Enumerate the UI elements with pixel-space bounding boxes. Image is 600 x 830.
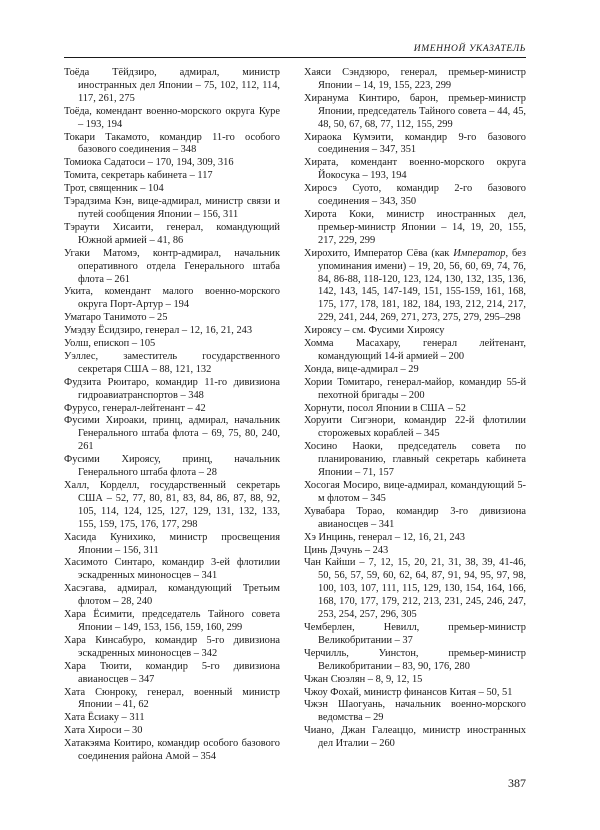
index-entry: Тоёда, комендант военно-морского округа Куре – 193, 194 — [64, 105, 280, 130]
index-entry: Хасида Кунихико, министр просвещения Японии – 156, 311 — [64, 531, 280, 556]
index-entry: Халл, Корделл, государственный секретарь США – 52, 77, 80, 81, 83, 84, 86, 87, 88, 92, 105, 114, 124, 125, 127, 129, 131, 132, 133, 155, 159, 175, 176, 177, 298 — [64, 480, 280, 530]
index-entry: Хатакэяма Коитиро, командир особого базового соединения района Амой – 354 — [64, 738, 280, 763]
index-entry: Фусими Хироаки, принц, адмирал, начальник Генерального штаба флота – 69, 75, 80, 240, 261 — [64, 415, 280, 453]
index-entry: Хироясу – см. Фусими Хироясу — [304, 325, 445, 337]
index-entry: Хаяси Сэндзюро, генерал, премьер-министр Японии – 14, 19, 155, 223, 299 — [304, 67, 526, 91]
index-entry: Умэдзу Ёсидзиро, генерал – 12, 16, 21, 243 — [64, 325, 253, 337]
index-entry: Хара Кинсабуро, командир 5-го дивизиона эскадренных миноносцев – 342 — [64, 634, 280, 659]
index-entry: Хата Сюнроку, генерал, военный министр Японии – 41, 62 — [64, 686, 280, 711]
index-entry: Чиано, Джан Галеаццо, министр иностранных дел Италии – 260 — [304, 725, 526, 750]
index-entry: Хэ Инцинь, генерал – 12, 16, 21, 243 — [304, 531, 465, 543]
index-entry: Укита, комендант малого военно-морского округа Порт-Артур – 194 — [64, 286, 280, 311]
index-entry-italic: Император — [453, 247, 506, 259]
index-entry — [304, 248, 526, 325]
index-entry: Хосино Наоки, председатель совета по планированию, главный секретарь кабинета Японии – 71, 157 — [304, 441, 526, 479]
index-entry: Хории Томитаро, генерал-майор, командир 55-й пехотной бригады – 200 — [304, 376, 526, 401]
index-entry: Хирота Коки, министр иностранных дел, премьер-министр Японии – 14, 19, 20, 155, 217, 229, 299 — [304, 208, 526, 246]
index-entry: Хувабара Торао, командир 3-го дивизиона авианосцев – 341 — [304, 505, 526, 530]
index-entry: Хираока Кумэити, командир 9-го базового соединения – 347, 351 — [304, 131, 526, 156]
index-entry: Чан Кайши – 7, 12, 15, 20, 21, 31, 38, 39, 41-46, 50, 56, 57, 59, 60, 62, 64, 87, 91, 94, 95, 97, 98, 100, 103, 107, 111, 115, 129, 130, 154, 164, 166, 168, 170, 177, 179, 212, 213, 231, 245, 246, 247, 253, 254, 257, 296, 305 — [304, 557, 526, 621]
index-entry: Томита, секретарь кабинета – 117 — [64, 170, 213, 182]
index-entry: Чжан Сюэлян – 8, 9, 12, 15 — [304, 673, 423, 685]
index-entry: Черчилль, Уинстон, премьер-министр Великобритании – 83, 90, 176, 280 — [304, 647, 526, 672]
index-entry: Хомма Масахару, генерал лейтенант, командующий 14-й армией – 200 — [304, 338, 526, 362]
index-entry: Хоруити Сигэнори, командир 22-й флотилии сторожевых кораблей – 345 — [304, 415, 526, 440]
index-entry: Уолш, епископ – 105 — [64, 338, 156, 350]
index-entry: Уматаро Танимото – 25 — [64, 312, 168, 324]
index-entry: Фудзита Рюитаро, командир 11-го дивизиона гидроавиатранспортов – 348 — [64, 376, 280, 401]
index-entry: Цинь Дэчунь – 243 — [304, 544, 389, 556]
index-entry: Томиока Садатоси – 170, 194, 309, 316 — [64, 157, 234, 169]
index-entry: Хиросэ Суото, командир 2-го базового соединения – 343, 350 — [304, 183, 526, 208]
index-entry: Угаки Матомэ, контр-адмирал, начальник оперативного отдела Генерального штаба флота – 261 — [64, 247, 280, 285]
index-entry: Чжоу Фохай, министр финансов Китая – 50, 51 — [304, 686, 513, 698]
index-entry: Тоёда Тёйдзиро, адмирал, министр иностранных дел Японии – 75, 102, 112, 114, 117, 261, 275 — [64, 67, 280, 104]
index-entry: Тэраути Хисаити, генерал, командующий Южной армией – 41, 86 — [64, 221, 280, 246]
index-entry: Уэллес, заместитель государственного секретаря США – 88, 121, 132 — [64, 350, 280, 375]
index-entry: Хосогая Мосиро, вице-адмирал, командующий 5-м флотом – 345 — [304, 480, 526, 504]
index-entry: Фурусо, генерал-лейтенант – 42 — [64, 402, 206, 414]
index-entry: Чжэн Шаогуань, начальник военно-морского ведомства – 29 — [304, 699, 526, 724]
index-entry: Хата Хироси – 30 — [64, 725, 143, 737]
index-entry: Хасимото Синтаро, командир 3-ей флотилии эскадренных миноносцев – 341 — [64, 557, 280, 582]
page-number: 387 — [508, 776, 526, 790]
index-entry: Чемберлен, Невилл, премьер-министр Великобритании – 37 — [304, 621, 526, 646]
index-entry: Хирата, комендант военно-морского округа Йокосука – 193, 194 — [304, 157, 526, 182]
index-entry: Хиранума Кинтиро, барон, премьер-министр Японии, председатель Тайного совета – 44, 45, 48, 50, 67, 68, 77, 112, 155, 299 — [304, 92, 526, 130]
index-entry: Хара Тюити, командир 5-го дивизиона авианосцев – 347 — [64, 660, 280, 685]
right-column — [304, 67, 526, 751]
index-entry: Токари Такамото, командир 11-го особого базового соединения – 348 — [64, 131, 280, 156]
index-entry: Трот, священник – 104 — [64, 183, 164, 195]
index-entry: Хара Ёсимити, председатель Тайного совета Японии – 149, 153, 156, 159, 160, 299 — [64, 609, 280, 633]
running-title: ИМЕННОЙ УКАЗАТЕЛЬ — [413, 44, 526, 54]
index-entry: Хорнути, посол Японии в США – 52 — [304, 402, 466, 414]
index-entry: Тэрадзима Кэн, вице-адмирал, министр связи и путей сообщения Японии – 156, 311 — [64, 196, 280, 220]
index-entry: Хата Ёсиаку – 311 — [64, 712, 145, 724]
left-column — [64, 67, 280, 764]
index-entry-pre: Хирохито, Император Сёва (как — [304, 247, 454, 259]
index-entry: Хасэгава, адмирал, командующий Третьим флотом – 28, 240 — [64, 583, 280, 608]
index-entry-post: , без упоминания имени) – 19, 20, 56, 60, 69, 74, 76, 84, 86-88, 118-120, 123, 124, 130, 132, 135, 136, 142, 143, 145, 147-149, 151, 155-159, 161, 168, 175, 177, 178, 181, 182, 184, 193, 212, 214, 217, 229, 241, 244, 269, 271, 273, 275, 279, 295–298 — [318, 247, 526, 324]
header-rule — [64, 57, 526, 58]
index-entry: Хонда, вице-адмирал – 29 — [304, 363, 419, 375]
index-entry: Фусими Хироясу, принц, начальник Генерального штаба флота – 28 — [64, 454, 280, 479]
